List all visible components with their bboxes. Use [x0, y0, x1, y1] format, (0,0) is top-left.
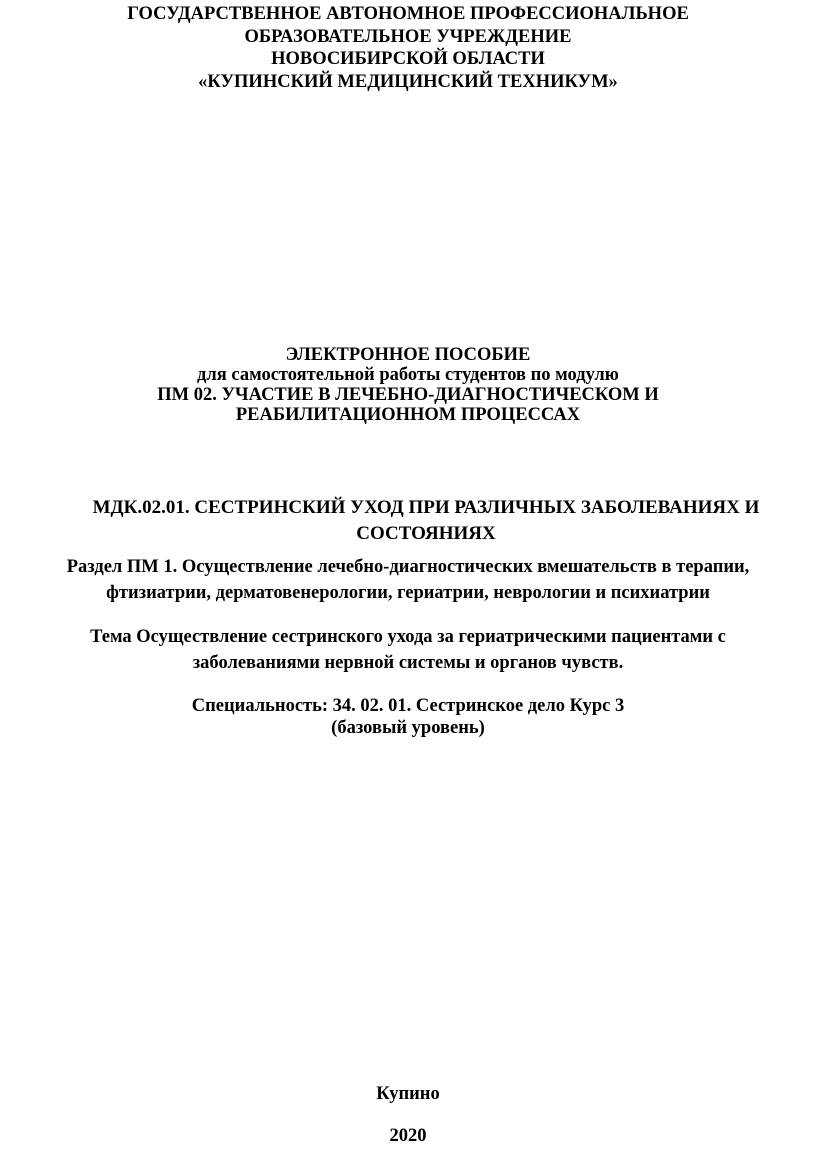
institution-line-4: «КУПИНСКИЙ МЕДИЦИНСКИЙ ТЕХНИКУМ»: [198, 71, 618, 92]
specialty-line-1: Специальность: 34. 02. 01. Сестринское дело Курс 3: [191, 696, 625, 716]
section-line-2: фтизиатрии, дерматовенерологии, гериатрии, неврологии и психиатрии: [106, 583, 710, 603]
footer-city: Купино: [376, 1084, 440, 1104]
specialty-info: [0, 695, 816, 739]
topic-line-2: заболеваниями нервной системы и органов чувств.: [192, 653, 624, 673]
document-title-block: [0, 345, 816, 425]
footer-year: 2020: [389, 1126, 427, 1146]
document-type: ЭЛЕКТРОННОЕ ПОСОБИЕ: [285, 345, 531, 365]
institution-header: [0, 3, 816, 93]
mdk-heading: [18, 495, 816, 547]
specialty-line-2: (базовый уровень): [331, 718, 485, 738]
topic-heading: [0, 624, 816, 676]
document-purpose: для самостоятельной работы студентов по модулю: [197, 365, 619, 385]
section-heading: [0, 554, 816, 606]
institution-line-3: НОВОСИБИРСКОЙ ОБЛАСТИ: [271, 49, 545, 69]
institution-line-1: ГОСУДАРСТВЕННОЕ АВТОНОМНОЕ ПРОФЕССИОНАЛЬНОЕ: [127, 4, 689, 24]
mdk-line-2: СОСТОЯНИЯХ: [356, 523, 496, 544]
institution-line-2: ОБРАЗОВАТЕЛЬНОЕ УЧРЕЖДЕНИЕ: [244, 26, 572, 47]
module-title-line-2: РЕАБИЛИТАЦИОННОМ ПРОЦЕССАХ: [235, 405, 581, 425]
module-title-line-1: ПМ 02. УЧАСТИЕ В ЛЕЧЕБНО-ДИАГНОСТИЧЕСКОМ И: [157, 385, 659, 405]
topic-line-1: Тема Осуществление сестринского ухода за гериатрическими пациентами с: [90, 627, 726, 647]
section-line-1: Раздел ПМ 1. Осуществление лечебно-диагностических вмешательств в терапии,: [66, 557, 750, 577]
mdk-line-1: МДК.02.01. СЕСТРИНСКИЙ УХОД ПРИ РАЗЛИЧНЫХ ЗАБОЛЕВАНИЯХ И: [92, 497, 760, 518]
